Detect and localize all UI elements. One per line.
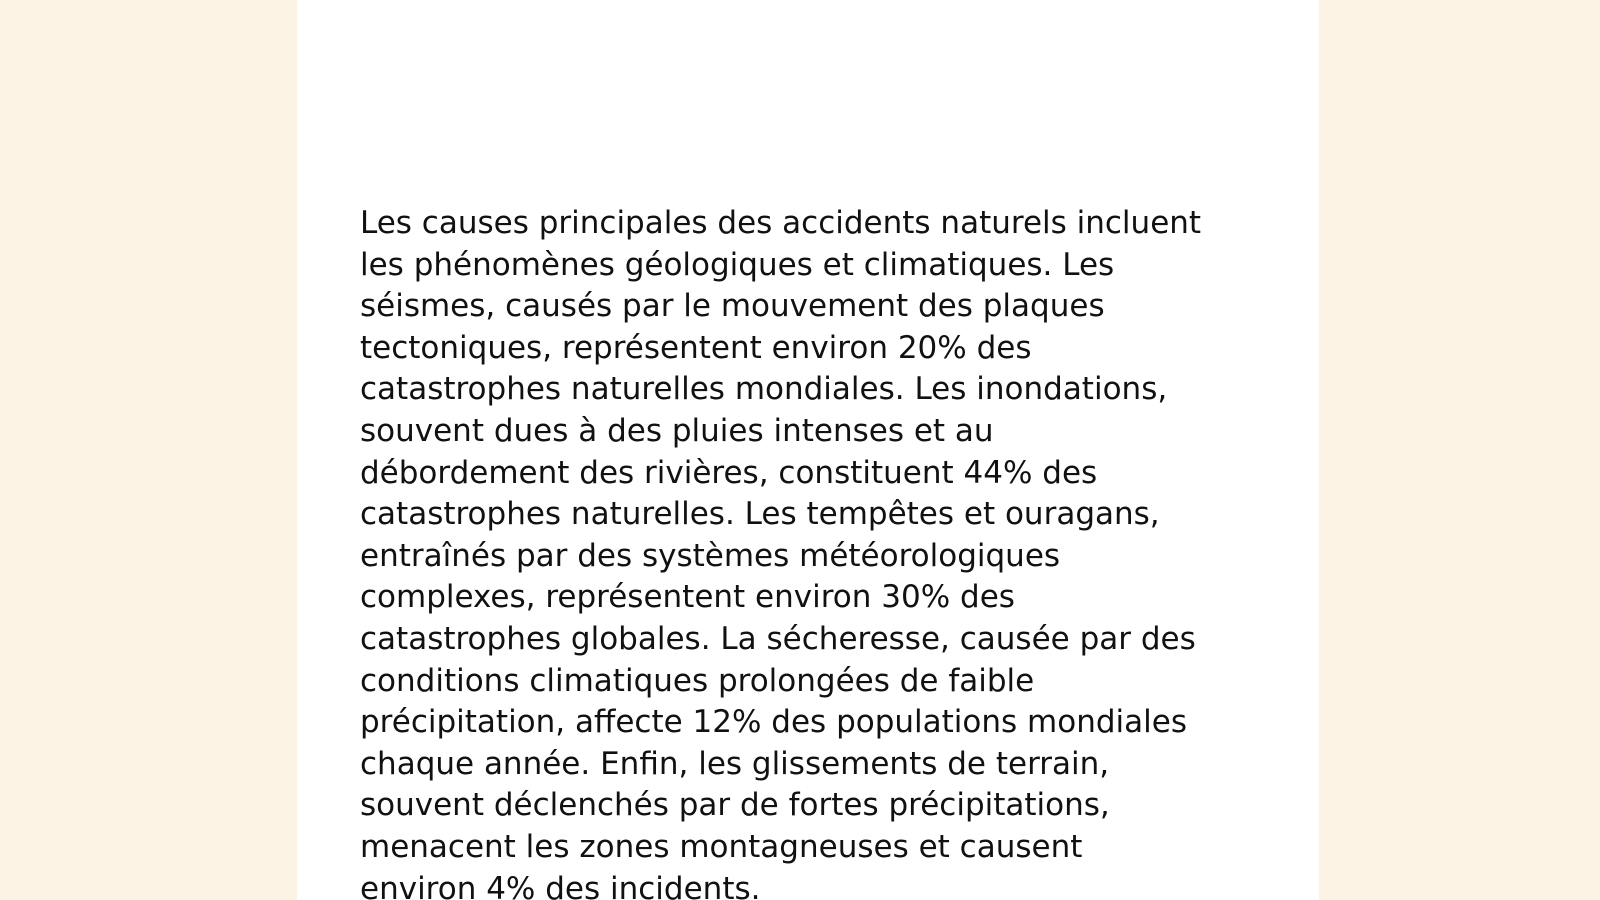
paragraph-line: conditions climatiques prolongées de faible <box>360 662 1035 699</box>
paragraph-line: souvent déclenchés par de fortes précipitations, <box>360 787 1110 824</box>
paragraph-line: entraînés par des systèmes météorologiques <box>360 537 1061 574</box>
paragraph-line: chaque année. Enfin, les glissements de terrain, <box>360 745 1110 782</box>
paragraph-line: les phénomènes géologiques et climatiques. Les <box>360 246 1115 283</box>
paragraph-line: tectoniques, représentent environ 20% des <box>360 329 1032 366</box>
document-page <box>297 0 1319 900</box>
paragraph-line: complexes, représentent environ 30% des <box>360 579 1015 616</box>
paragraph-line: souvent dues à des pluies intenses et au <box>360 412 994 449</box>
paragraph-line: séismes, causés par le mouvement des plaques <box>360 288 1105 325</box>
paragraph-line: Les causes principales des accidents naturels incluent <box>360 205 1202 241</box>
paragraph-line: débordement des rivières, constituent 44% des <box>360 454 1098 491</box>
body-paragraph <box>360 203 1260 900</box>
paragraph-line: catastrophes globales. La sécheresse, causée par des <box>360 620 1196 657</box>
paragraph-line: environ 4% des incidents. <box>360 870 761 900</box>
paragraph-line: précipitation, affecte 12% des populations mondiales <box>360 704 1187 741</box>
paragraph-line: catastrophes naturelles. Les tempêtes et ouragans, <box>360 496 1160 533</box>
paragraph-line: catastrophes naturelles mondiales. Les inondations, <box>360 371 1168 408</box>
paragraph-line: menacent les zones montagneuses et causent <box>360 828 1083 865</box>
